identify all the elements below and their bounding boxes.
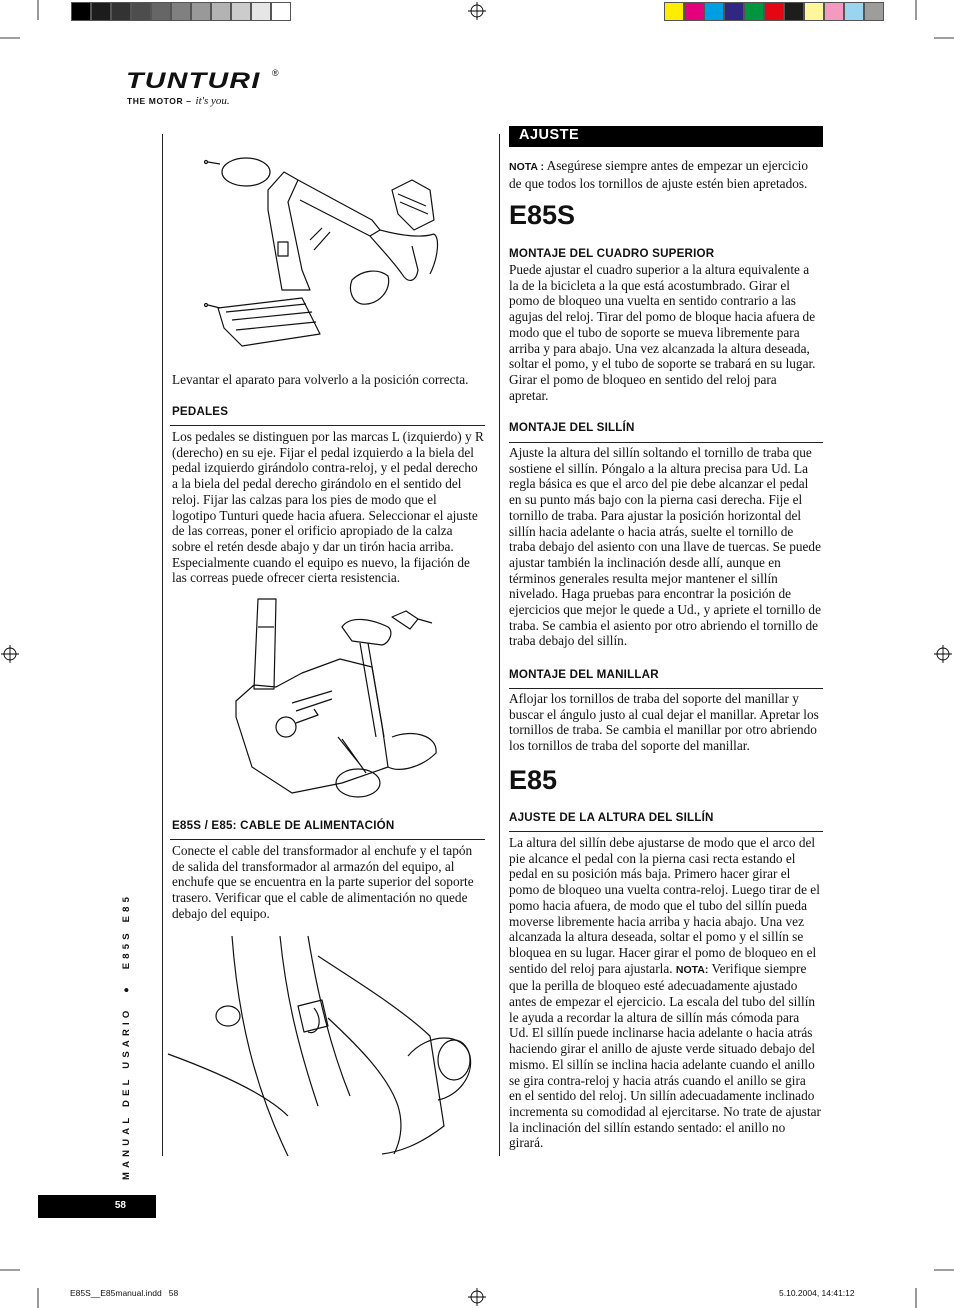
heading-altura: AJUSTE DE LA ALTURA DEL SILLÍN	[509, 811, 714, 824]
color-swatch	[231, 2, 251, 21]
altura-nota-label: NOTA:	[675, 963, 709, 976]
heading-manillar: MONTAJE DEL MANILLAR	[509, 668, 659, 681]
logo-tagline	[127, 91, 230, 109]
color-swatch	[704, 2, 724, 21]
heading-cuadro: MONTAJE DEL CUADRO SUPERIOR	[509, 247, 715, 260]
logo-wordmark: TUNTURI	[126, 68, 261, 93]
page-number-box	[38, 1195, 156, 1218]
lift-instruction: Levantar el aparato para volverlo a la posición correcta.	[172, 372, 469, 387]
tagline-italic: it's you.	[195, 95, 230, 107]
nota-text: Asegúrese siempre antes de empezar un ejercicio de que todos los tornillos de ajuste estén bien apretados.	[509, 158, 808, 191]
rule-altura	[509, 831, 823, 832]
body-cable: Conecte el cable del transformador al enchufe y el tapón de salida del transformador al armazón del equipo, al enchufe que se encuentra en la parte superior del soporte trasero. Verificar que el cable de alimentación no quede debajo del equipo.	[172, 843, 474, 921]
color-swatch	[111, 2, 131, 21]
rule-sillin	[509, 442, 823, 443]
power-cable-illustration	[168, 936, 488, 1156]
model-title-e85: E85	[509, 765, 558, 795]
footer-timestamp: 5.10.2004, 14:41:12	[779, 1288, 855, 1298]
rule-manillar	[509, 688, 823, 689]
section-title: AJUSTE	[519, 127, 580, 143]
page-number: 58	[114, 1200, 126, 1211]
color-swatch	[804, 2, 824, 21]
color-swatch	[151, 2, 171, 21]
heading-pedales: PEDALES	[172, 405, 229, 418]
altura-text: La altura del sillín debe ajustarse de modo que el arco del pie alcance el pedal con la pierna casi recta estando el pedal en su posición más baja. Primero hacer girar el pomo de bloqueo una vuelta contra-reloj. Luego tirar de el pomo hacia afuera, de modo que el tubo del sillín pueda moverse libremente hacia arriba y hacia abajo. Una vez alcanzada la altura deseada, soltar el pomo y el sillín se bloquea en su lugar. Hacer girar el pomo de bloqueo en el sentido del reloj para ajustarla.	[509, 835, 820, 976]
color-swatch	[171, 2, 191, 21]
body-manillar: Aflojar los tornillos de traba del soporte del manillar y buscar el ángulo justo al cual dejar el manillar. Apretar los tornillos de traba. Se cambia el manillar por otro abriendo los tornillos de traba del soporte del manillar.	[509, 691, 819, 754]
color-swatch	[764, 2, 784, 21]
rule-pedales	[170, 425, 485, 426]
body-cuadro: Puede ajustar el cuadro superior a la altura equivalente a la de la bicicleta a la que está acostumbrado. Girar el pomo de bloqueo una vuelta en sentido contrario a las agujas del reloj. Tirar del pomo de bloque hacia afuera de modo que el tubo de soporte se mueva libremente para arriba y para abajo. Una vez alcanzada la altura deseada, soltar el pomo, y el tubo de soporte se trabará en su lugar. Girar el pomo de bloqueo en sentido del reloj para apretar.	[509, 262, 816, 403]
tagline-bold: THE MOTOR –	[127, 96, 192, 106]
color-swatch	[724, 2, 744, 21]
body-pedales: Los pedales se distinguen por las marcas L (izquierdo) y R (derecho) en su eje. Fijar el pedal izquierdo a la biela del pedal izquierdo girándolo contra-reloj, y el pedal derecho a la biela del pedal derecho girándolo en el sentido del reloj. Fijar las calzas para los pies de modo que el logotipo Tunturi quede hacia afuera. Seleccionar el ajuste de las correas, poner el orificio apropiado de la calza sobre el retén desde abajo y dar un tirón hacia arriba. Especialmente cuando el equipo es nuevo, la fijación de las correas puede ofrecer cierta resistencia.	[172, 429, 484, 586]
color-swatch	[191, 2, 211, 21]
color-swatch	[271, 2, 291, 21]
color-swatch	[131, 2, 151, 21]
nota-ajuste	[509, 158, 823, 191]
color-swatch	[744, 2, 764, 21]
color-swatch	[864, 2, 884, 21]
color-swatch	[824, 2, 844, 21]
model-title-e85s: E85S	[509, 200, 576, 230]
color-swatch	[664, 2, 684, 21]
tunturi-logo	[126, 70, 286, 106]
section-title-bar	[509, 126, 823, 147]
color-swatch	[784, 2, 804, 21]
upright-bike-illustration	[232, 597, 452, 807]
column-divider	[499, 134, 500, 1156]
color-swatch	[211, 2, 231, 21]
color-swatch	[71, 2, 91, 21]
registered-mark: ®	[272, 68, 279, 78]
left-margin-rule	[162, 134, 163, 1156]
footer-filename: E85S__E85manual.indd 58	[70, 1288, 179, 1298]
color-swatch	[251, 2, 271, 21]
color-swatch	[91, 2, 111, 21]
vertical-manual-label: MANUAL DEL USARIO ● E85S E85	[121, 892, 132, 1180]
color-swatch	[844, 2, 864, 21]
body-altura	[509, 835, 821, 1151]
color-swatch	[684, 2, 704, 21]
nota-label: NOTA :	[509, 161, 544, 173]
altura-nota-text: Verifique siempre que la perilla de bloqueo esté adecuadamente ajustado antes de empezar el ejercicio. La escala del tubo del sillín le ayuda a recordar la altura de sillín más cómoda para Ud. El sillín puede inclinarse hacia adelante o hacia atrás haciendo girar el anillo de ajuste verde situado debajo del mismo. El sillín se inclina hacia adelante cuando el anillo se gira contra-reloj y hacia atrás cuando el anillo se gira en el sentido del reloj. Un sillín adecuadamente inclinado incrementa su comodidad al ejercitarse. No trate de ajustar la inclinación del sillín estando sentado: el anillo no girará.	[509, 960, 821, 1151]
body-sillin: Ajuste la altura del sillín soltando el tornillo de traba que sostiene el sillín. Póngalo a la altura precisa para Ud. La regla básica es que el arco del pie debe alcanzar el pedal en su punto más bajo con la pierna casi derecha. Fije el tornillo de traba. Para ajustar la posición horizontal del sillín hacia adelante o hacia atrás, suelte el tornillo de traba debajo del asiento con una llave de tuercas. Se puede ajustar también la inclinación desde allí, aunque en términos generales resulta mejor mantener el sillín nivelado. Haga pruebas para encontrar la posición de ejercicios que mejor le quede a Ud., y apriete el tornillo de traba. Se cambia el asiento por otro abriendo el tornillo de traba debajo del sillín.	[509, 445, 821, 649]
heading-cable: E85S / E85: CABLE DE ALIMENTACIÓN	[172, 819, 395, 832]
heading-sillin: MONTAJE DEL SILLÍN	[509, 421, 635, 434]
frame-lying-illustration	[202, 150, 462, 350]
rule-cable	[170, 839, 485, 840]
